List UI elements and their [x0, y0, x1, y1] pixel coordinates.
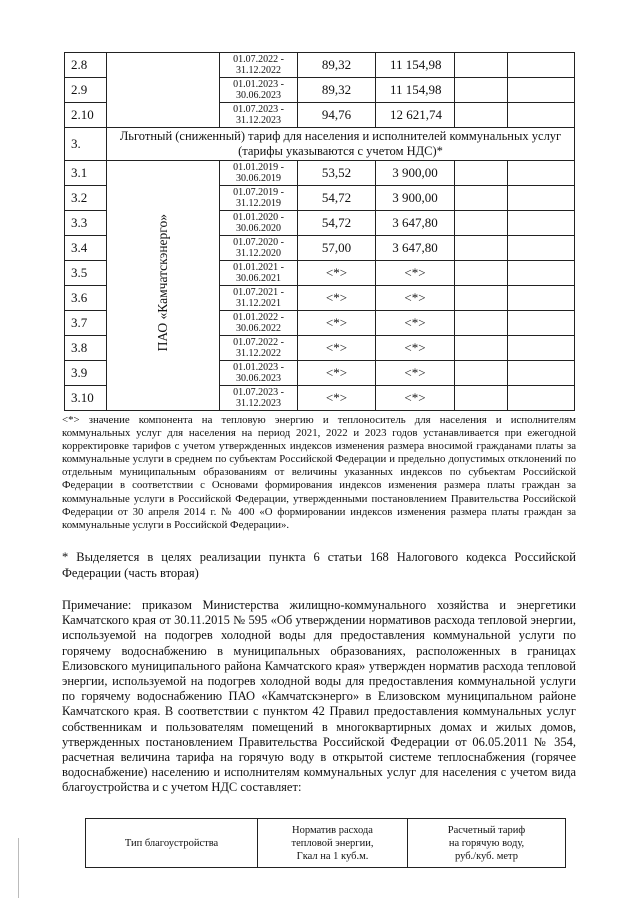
- empty-cell: [508, 386, 575, 411]
- column-header: Норматив расхода тепловой энергии, Гкал на 1 куб.м.: [258, 819, 408, 868]
- period-cell: 01.07.2023 - 31.12.2023: [220, 103, 298, 128]
- value-cell: 11 154,98: [376, 78, 455, 103]
- vat-note: * Выделяется в целях реализации пункта 6 статьи 168 Налогового кодекса Российской Федерации (часть вторая): [62, 550, 576, 580]
- value-cell: 3 647,80: [376, 211, 455, 236]
- org-name: ПАО «Камчатскэнерго»: [155, 214, 170, 352]
- row-number: 3.7: [65, 311, 107, 336]
- value-cell: <*>: [376, 286, 455, 311]
- value-cell: <*>: [298, 336, 376, 361]
- empty-cell: [508, 286, 575, 311]
- value-cell: <*>: [376, 336, 455, 361]
- column-header: Расчетный тариф на горячую воду, руб./куб. метр: [408, 819, 566, 868]
- empty-cell: [455, 386, 508, 411]
- row-number: 3.2: [65, 186, 107, 211]
- value-cell: 94,76: [298, 103, 376, 128]
- row-number: 2.8: [65, 53, 107, 78]
- margin-line: [18, 838, 19, 898]
- empty-cell: [508, 236, 575, 261]
- period-cell: 01.07.2019 - 31.12.2019: [220, 186, 298, 211]
- empty-cell: [455, 78, 508, 103]
- value-cell: 54,72: [298, 186, 376, 211]
- row-number: 3.10: [65, 386, 107, 411]
- empty-cell: [508, 53, 575, 78]
- value-cell: 3 647,80: [376, 236, 455, 261]
- value-cell: 12 621,74: [376, 103, 455, 128]
- remark-paragraph: Примечание: приказом Министерства жилищно-коммунального хозяйства и энергетики Камчатского края от 30.11.2015 № 595 «Об утверждении нормативов расхода тепловой энергии, используемой на подогрев холодной воды для предоставления коммунальной услуги по горячему водоснабжению в муниципальных образованиях, расположенных в границах Елизовского муниципального района Камчатского края» утвержден норматив расхода тепловой энергии, используемой на подогрев холодной воды для предоставления коммунальной услуги по горячему водоснабжению ПАО «Камчатскэнерго» в Елизовском муниципальном районе Камчатского края. В соответствии с пунктом 42 Правил предоставления коммунальных услуг собственникам и пользователям помещений в многоквартирных домах и жилых домов, утвержденных постановлением Правительства Российской Федерации от 06.05.2011 № 354, расчетная величина тарифа на горячую воду в открытой системе теплоснабжения (горячее водоснабжение) населению и исполнителям коммунальных услуг для населения с учетом вида благоустройства и с учетом НДС составляет:: [62, 598, 576, 795]
- row-number: 3.6: [65, 286, 107, 311]
- value-cell: 3 900,00: [376, 186, 455, 211]
- table-row: [65, 161, 575, 186]
- empty-cell: [455, 261, 508, 286]
- section-number: 3.: [65, 128, 107, 161]
- column-header: Тип благоустройства: [86, 819, 258, 868]
- value-cell: 11 154,98: [376, 53, 455, 78]
- empty-cell: [508, 186, 575, 211]
- value-cell: 89,32: [298, 53, 376, 78]
- empty-cell: [508, 311, 575, 336]
- period-cell: 01.07.2022 - 31.12.2022: [220, 336, 298, 361]
- tariff-table: [64, 52, 575, 411]
- value-cell: 54,72: [298, 211, 376, 236]
- value-cell: <*>: [376, 261, 455, 286]
- empty-cell: [508, 78, 575, 103]
- period-cell: 01.07.2020 - 31.12.2020: [220, 236, 298, 261]
- section-row: [65, 128, 575, 161]
- value-cell: <*>: [376, 361, 455, 386]
- row-number: 2.9: [65, 78, 107, 103]
- value-cell: 53,52: [298, 161, 376, 186]
- period-cell: 01.01.2023 - 30.06.2023: [220, 361, 298, 386]
- empty-cell: [455, 103, 508, 128]
- value-cell: <*>: [298, 286, 376, 311]
- row-number: 3.1: [65, 161, 107, 186]
- empty-cell: [455, 361, 508, 386]
- row-number: 3.3: [65, 211, 107, 236]
- empty-cell: [508, 211, 575, 236]
- empty-cell: [455, 161, 508, 186]
- row-number: 3.9: [65, 361, 107, 386]
- empty-cell: [508, 261, 575, 286]
- value-cell: <*>: [376, 386, 455, 411]
- period-cell: 01.01.2023 - 30.06.2023: [220, 78, 298, 103]
- empty-cell: [508, 161, 575, 186]
- empty-cell: [455, 236, 508, 261]
- period-cell: 01.01.2019 - 30.06.2019: [220, 161, 298, 186]
- value-cell: <*>: [376, 311, 455, 336]
- table-row: [65, 53, 575, 78]
- empty-cell: [455, 53, 508, 78]
- period-cell: 01.01.2021 - 30.06.2021: [220, 261, 298, 286]
- value-cell: 3 900,00: [376, 161, 455, 186]
- value-cell: <*>: [298, 261, 376, 286]
- period-cell: 01.07.2023 - 31.12.2023: [220, 386, 298, 411]
- empty-cell: [455, 186, 508, 211]
- org-cell-empty: [107, 53, 220, 128]
- value-cell: <*>: [298, 361, 376, 386]
- value-cell: 57,00: [298, 236, 376, 261]
- org-cell: [107, 161, 220, 411]
- hot-water-table: [85, 818, 566, 868]
- row-number: 2.10: [65, 103, 107, 128]
- period-cell: 01.01.2022 - 30.06.2022: [220, 311, 298, 336]
- section-title: Льготный (сниженный) тариф для населения и исполнителей коммунальных услуг (тарифы указываются с учетом НДС)*: [107, 128, 575, 161]
- value-cell: <*>: [298, 386, 376, 411]
- empty-cell: [455, 311, 508, 336]
- empty-cell: [455, 336, 508, 361]
- row-number: 3.8: [65, 336, 107, 361]
- row-number: 3.4: [65, 236, 107, 261]
- table-header-row: [86, 819, 566, 868]
- row-number: 3.5: [65, 261, 107, 286]
- empty-cell: [455, 211, 508, 236]
- empty-cell: [455, 286, 508, 311]
- period-cell: 01.01.2020 - 30.06.2020: [220, 211, 298, 236]
- period-cell: 01.07.2021 - 31.12.2021: [220, 286, 298, 311]
- empty-cell: [508, 336, 575, 361]
- value-cell: <*>: [298, 311, 376, 336]
- empty-cell: [508, 103, 575, 128]
- empty-cell: [508, 361, 575, 386]
- value-cell: 89,32: [298, 78, 376, 103]
- period-cell: 01.07.2022 - 31.12.2022: [220, 53, 298, 78]
- footnote: <*> значение компонента на тепловую энергию и теплоноситель для населения и исполнителям коммунальных услуг для населения на период 2021, 2022 и 2023 годов устанавливается при ежегодной корректировке тарифов с учетом утвержденных индексов изменения размера вносимой гражданами платы за коммунальные услуги в среднем по субъектам Российской Федерации и предельно допустимых отклонений по отдельным муниципальным образованиям от величины указанных индексов по субъектам Российской Федерации в соответствии с Основами формирования индексов изменения размера платы граждан за коммунальные услуги в Российской Федерации, утвержденными постановлением Правительства Российской Федерации от 30 апреля 2014 г. № 400 «О формировании индексов изменения размера платы граждан за коммунальные услуги в Российской Федерации».: [62, 414, 576, 531]
